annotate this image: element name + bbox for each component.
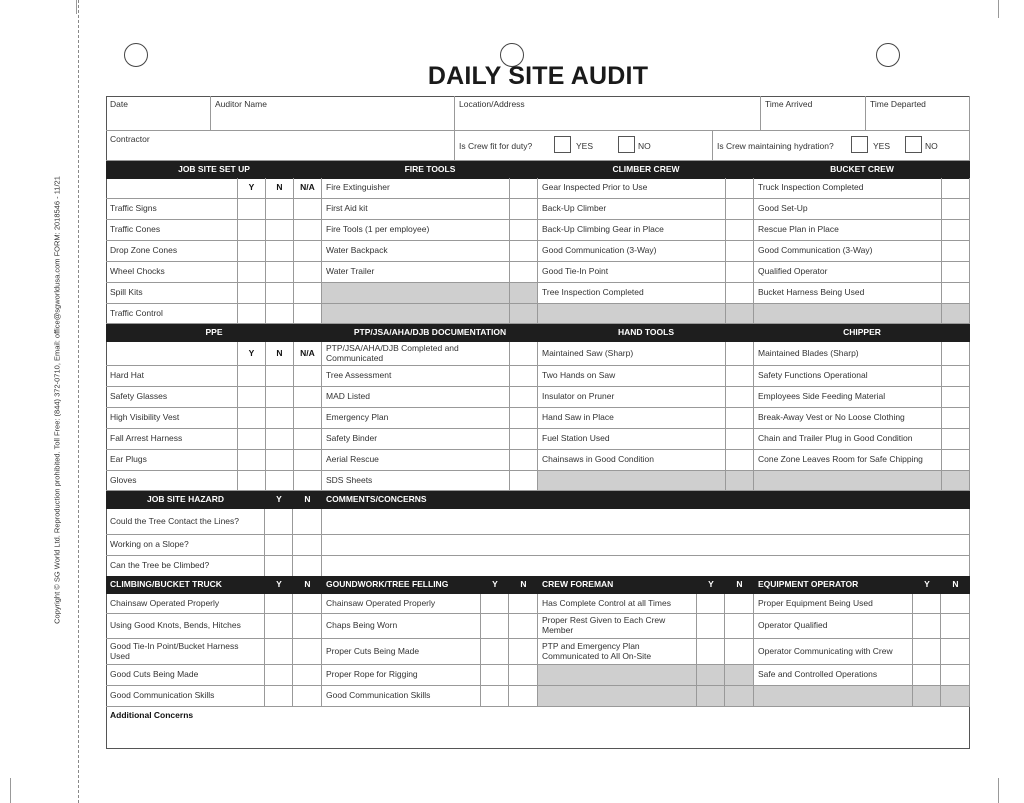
item-mad-listed: MAD Listed xyxy=(322,387,510,408)
y-checkbox[interactable] xyxy=(265,509,293,535)
n-checkbox[interactable] xyxy=(509,639,538,665)
item-high-visibility-vest: High Visibility Vest xyxy=(106,408,238,429)
n-column-header: N xyxy=(266,342,294,366)
check-box[interactable] xyxy=(942,178,970,199)
item-truck-inspection-completed: Truck Inspection Completed xyxy=(754,178,942,199)
hydration-yes-label: YES xyxy=(873,141,891,151)
item-cone-zone-leaves-room-for-safe-chipping: Cone Zone Leaves Room for Safe Chipping xyxy=(754,450,942,471)
y-checkbox[interactable] xyxy=(913,614,941,639)
item-water-trailer: Water Trailer xyxy=(322,262,510,283)
yn-header-blank xyxy=(106,178,238,199)
check-box[interactable] xyxy=(510,178,538,199)
na-checkbox[interactable] xyxy=(294,304,322,324)
check-box[interactable] xyxy=(726,178,754,199)
item-has-complete-control-at-all-times: Has Complete Control at all Times xyxy=(538,594,697,614)
check-box[interactable] xyxy=(726,471,754,491)
check-box[interactable] xyxy=(942,262,970,283)
empty-item xyxy=(538,304,726,324)
item-good-cuts-being-made: Good Cuts Being Made xyxy=(106,665,265,686)
auditor-name-label: Auditor Name xyxy=(215,99,267,109)
crop-mark xyxy=(998,778,999,803)
item-safety-functions-operational: Safety Functions Operational xyxy=(754,366,942,387)
na-checkbox[interactable] xyxy=(294,241,322,262)
additional-concerns-field[interactable] xyxy=(106,707,970,749)
check-box[interactable] xyxy=(726,199,754,220)
n-checkbox[interactable] xyxy=(293,594,322,614)
item-back-up-climber: Back-Up Climber xyxy=(538,199,726,220)
check-box[interactable] xyxy=(942,199,970,220)
y-checkbox[interactable] xyxy=(265,665,293,686)
hydration-no-label: NO xyxy=(925,141,938,151)
y-checkbox[interactable] xyxy=(697,686,725,707)
na-column-header: N/A xyxy=(294,342,322,366)
empty-item xyxy=(754,686,913,707)
item-two-hands-on-saw: Two Hands on Saw xyxy=(538,366,726,387)
hydration-no-checkbox[interactable] xyxy=(905,136,922,153)
item-drop-zone-cones: Drop Zone Cones xyxy=(106,241,238,262)
section-header-goundwork-tree-felling: GOUNDWORK/TREE FELLING xyxy=(322,576,481,594)
copyright-notice: Copyright © SG World Ltd. Reproduction prohibited. Toll Free: (844) 372-0710, Email: office@sgworldusa.com FORM: 2018546 - 11/21 xyxy=(52,176,62,624)
n-checkbox[interactable] xyxy=(725,639,754,665)
item-fire-tools-1-per-employee: Fire Tools (1 per employee) xyxy=(322,220,510,241)
item-emergency-plan: Emergency Plan xyxy=(322,408,510,429)
y-checkbox[interactable] xyxy=(265,614,293,639)
check-box[interactable] xyxy=(942,241,970,262)
y-checkbox[interactable] xyxy=(238,387,266,408)
item-break-away-vest-or-no-loose-clothing: Break-Away Vest or No Loose Clothing xyxy=(754,408,942,429)
n-checkbox[interactable] xyxy=(293,639,322,665)
crew-fit-no-checkbox[interactable] xyxy=(618,136,635,153)
n-checkbox[interactable] xyxy=(266,366,294,387)
check-box[interactable] xyxy=(942,366,970,387)
y-checkbox[interactable] xyxy=(481,594,509,614)
time-departed-label: Time Departed xyxy=(870,99,926,109)
na-checkbox[interactable] xyxy=(294,471,322,491)
check-box[interactable] xyxy=(510,199,538,220)
y-checkbox[interactable] xyxy=(481,686,509,707)
y-checkbox[interactable] xyxy=(238,429,266,450)
n-header: N xyxy=(941,576,970,594)
n-checkbox[interactable] xyxy=(509,594,538,614)
item-traffic-cones: Traffic Cones xyxy=(106,220,238,241)
item-wheel-chocks: Wheel Chocks xyxy=(106,262,238,283)
contractor-field[interactable] xyxy=(106,131,455,161)
n-checkbox[interactable] xyxy=(293,665,322,686)
y-header: Y xyxy=(697,576,725,594)
item-chaps-being-worn: Chaps Being Worn xyxy=(322,614,481,639)
check-box[interactable] xyxy=(510,283,538,304)
hazard-n-header: N xyxy=(293,491,322,509)
time-arrived-field[interactable] xyxy=(761,96,866,131)
item-aerial-rescue: Aerial Rescue xyxy=(322,450,510,471)
crop-mark xyxy=(76,0,77,14)
item-good-tie-in-point: Good Tie-In Point xyxy=(538,262,726,283)
n-checkbox[interactable] xyxy=(266,304,294,324)
empty-item xyxy=(754,471,942,491)
n-checkbox[interactable] xyxy=(509,686,538,707)
item-chainsaw-operated-properly: Chainsaw Operated Properly xyxy=(106,594,265,614)
y-checkbox[interactable] xyxy=(265,639,293,665)
item-qualified-operator: Qualified Operator xyxy=(754,262,942,283)
item-safety-glasses: Safety Glasses xyxy=(106,387,238,408)
y-header: Y xyxy=(265,576,293,594)
n-checkbox[interactable] xyxy=(266,429,294,450)
check-box[interactable] xyxy=(510,429,538,450)
na-checkbox[interactable] xyxy=(294,387,322,408)
comments-field[interactable] xyxy=(322,535,970,556)
time-arrived-label: Time Arrived xyxy=(765,99,813,109)
check-box[interactable] xyxy=(942,342,970,366)
item-hand-saw-in-place: Hand Saw in Place xyxy=(538,408,726,429)
location-field[interactable] xyxy=(455,96,761,131)
y-checkbox[interactable] xyxy=(481,614,509,639)
y-header: Y xyxy=(481,576,509,594)
item-safe-and-controlled-operations: Safe and Controlled Operations xyxy=(754,665,913,686)
section-header-crew-foreman: CREW FOREMAN xyxy=(538,576,697,594)
check-box[interactable] xyxy=(510,241,538,262)
section-header-climbing-bucket-truck: CLIMBING/BUCKET TRUCK xyxy=(106,576,265,594)
na-checkbox[interactable] xyxy=(294,220,322,241)
na-checkbox[interactable] xyxy=(294,262,322,283)
y-checkbox[interactable] xyxy=(913,665,941,686)
item-sds-sheets: SDS Sheets xyxy=(322,471,510,491)
y-checkbox[interactable] xyxy=(238,408,266,429)
check-box[interactable] xyxy=(942,450,970,471)
check-box[interactable] xyxy=(726,366,754,387)
item-gear-inspected-prior-to-use: Gear Inspected Prior to Use xyxy=(538,178,726,199)
item-good-communication-skills: Good Communication Skills xyxy=(322,686,481,707)
n-checkbox[interactable] xyxy=(266,220,294,241)
n-header: N xyxy=(293,576,322,594)
item-proper-cuts-being-made: Proper Cuts Being Made xyxy=(322,639,481,665)
check-box[interactable] xyxy=(726,429,754,450)
section-header-fire-tools: FIRE TOOLS xyxy=(322,161,538,179)
y-checkbox[interactable] xyxy=(238,450,266,471)
item-maintained-saw-sharp: Maintained Saw (Sharp) xyxy=(538,342,726,366)
item-operator-qualified: Operator Qualified xyxy=(754,614,913,639)
check-box[interactable] xyxy=(510,220,538,241)
form-title: DAILY SITE AUDIT xyxy=(427,62,649,90)
location-label: Location/Address xyxy=(459,99,525,109)
section-header-hand-tools: HAND TOOLS xyxy=(538,324,754,342)
n-column-header: N xyxy=(266,178,294,199)
y-checkbox[interactable] xyxy=(238,220,266,241)
check-box[interactable] xyxy=(942,283,970,304)
check-box[interactable] xyxy=(942,408,970,429)
n-checkbox[interactable] xyxy=(941,686,970,707)
crew-fit-yes-checkbox[interactable] xyxy=(554,136,571,153)
item-gloves: Gloves xyxy=(106,471,238,491)
comments-concerns-header: COMMENTS/CONCERNS xyxy=(322,491,970,509)
item-ptp-and-emergency-plan-communicated-to-all-on-site: PTP and Emergency Plan Communicated to All On-Site xyxy=(538,639,697,665)
y-checkbox[interactable] xyxy=(238,366,266,387)
item-hard-hat: Hard Hat xyxy=(106,366,238,387)
hazard-could-the-tree-contact-the-lines: Could the Tree Contact the Lines? xyxy=(106,509,265,535)
item-insulator-on-pruner: Insulator on Pruner xyxy=(538,387,726,408)
section-header-job-site-hazard: JOB SITE HAZARD xyxy=(106,491,265,509)
item-tree-assessment: Tree Assessment xyxy=(322,366,510,387)
item-proper-rest-given-to-each-crew-member: Proper Rest Given to Each Crew Member xyxy=(538,614,697,639)
crew-hydration-question: Is Crew maintaining hydration? xyxy=(717,141,834,151)
contractor-label: Contractor xyxy=(110,134,150,144)
crew-fit-question: Is Crew fit for duty? xyxy=(459,141,533,151)
time-departed-field[interactable] xyxy=(866,96,970,131)
check-box[interactable] xyxy=(942,387,970,408)
item-chain-and-trailer-plug-in-good-condition: Chain and Trailer Plug in Good Condition xyxy=(754,429,942,450)
item-fuel-station-used: Fuel Station Used xyxy=(538,429,726,450)
section-header-job-site-set-up: JOB SITE SET UP xyxy=(106,161,322,179)
item-employees-side-feeding-material: Employees Side Feeding Material xyxy=(754,387,942,408)
check-box[interactable] xyxy=(726,241,754,262)
n-header: N xyxy=(509,576,538,594)
n-checkbox[interactable] xyxy=(266,241,294,262)
item-water-backpack: Water Backpack xyxy=(322,241,510,262)
y-checkbox[interactable] xyxy=(238,262,266,283)
check-box[interactable] xyxy=(726,220,754,241)
y-checkbox[interactable] xyxy=(238,471,266,491)
item-ptp-jsa-aha-djb-completed-and-communicated: PTP/JSA/AHA/DJB Completed and Communicated xyxy=(322,342,510,366)
n-checkbox[interactable] xyxy=(266,450,294,471)
n-checkbox[interactable] xyxy=(725,686,754,707)
y-column-header: Y xyxy=(238,178,266,199)
comments-field[interactable] xyxy=(322,556,970,577)
section-header-ppe: PPE xyxy=(106,324,322,342)
section-header-climber-crew: CLIMBER CREW xyxy=(538,161,754,179)
hazard-working-on-a-slope: Working on a Slope? xyxy=(106,535,265,556)
n-checkbox[interactable] xyxy=(293,686,322,707)
item-proper-rope-for-rigging: Proper Rope for Rigging xyxy=(322,665,481,686)
y-checkbox[interactable] xyxy=(238,283,266,304)
empty-item xyxy=(754,304,942,324)
item-spill-kits: Spill Kits xyxy=(106,283,238,304)
y-checkbox[interactable] xyxy=(913,639,941,665)
check-box[interactable] xyxy=(726,450,754,471)
item-good-set-up: Good Set-Up xyxy=(754,199,942,220)
section-header-equipment-operator: EQUIPMENT OPERATOR xyxy=(754,576,913,594)
y-checkbox[interactable] xyxy=(265,556,293,577)
n-checkbox[interactable] xyxy=(266,283,294,304)
y-checkbox[interactable] xyxy=(238,241,266,262)
empty-item xyxy=(322,304,510,324)
comments-field[interactable] xyxy=(322,509,970,535)
y-header: Y xyxy=(913,576,941,594)
perforation-line xyxy=(78,0,79,803)
check-box[interactable] xyxy=(510,387,538,408)
item-maintained-blades-sharp: Maintained Blades (Sharp) xyxy=(754,342,942,366)
na-checkbox[interactable] xyxy=(294,199,322,220)
n-checkbox[interactable] xyxy=(266,387,294,408)
crop-mark xyxy=(10,778,11,803)
item-fire-extinguisher: Fire Extinguisher xyxy=(322,178,510,199)
y-checkbox[interactable] xyxy=(913,686,941,707)
item-good-tie-in-point-bucket-harness-used: Good Tie-In Point/Bucket Harness Used xyxy=(106,639,265,665)
n-checkbox[interactable] xyxy=(293,509,322,535)
check-box[interactable] xyxy=(510,366,538,387)
yn-header-blank xyxy=(106,342,238,366)
na-column-header: N/A xyxy=(294,178,322,199)
item-safety-binder: Safety Binder xyxy=(322,429,510,450)
n-checkbox[interactable] xyxy=(725,594,754,614)
item-rescue-plan-in-place: Rescue Plan in Place xyxy=(754,220,942,241)
n-checkbox[interactable] xyxy=(266,262,294,283)
item-good-communication-3-way: Good Communication (3-Way) xyxy=(538,241,726,262)
item-chainsaws-in-good-condition: Chainsaws in Good Condition xyxy=(538,450,726,471)
na-checkbox[interactable] xyxy=(294,408,322,429)
n-checkbox[interactable] xyxy=(509,665,538,686)
item-traffic-control: Traffic Control xyxy=(106,304,238,324)
n-checkbox[interactable] xyxy=(725,614,754,639)
item-traffic-signs: Traffic Signs xyxy=(106,199,238,220)
y-checkbox[interactable] xyxy=(238,304,266,324)
check-box[interactable] xyxy=(510,471,538,491)
n-checkbox[interactable] xyxy=(941,594,970,614)
y-checkbox[interactable] xyxy=(481,639,509,665)
y-checkbox[interactable] xyxy=(697,594,725,614)
empty-item xyxy=(538,471,726,491)
crew-fit-yes-label: YES xyxy=(576,141,594,151)
hazard-y-header: Y xyxy=(265,491,293,509)
y-checkbox[interactable] xyxy=(265,686,293,707)
hydration-yes-checkbox[interactable] xyxy=(851,136,868,153)
y-checkbox[interactable] xyxy=(265,535,293,556)
section-header-chipper: CHIPPER xyxy=(754,324,970,342)
item-bucket-harness-being-used: Bucket Harness Being Used xyxy=(754,283,942,304)
check-box[interactable] xyxy=(726,342,754,366)
check-box[interactable] xyxy=(942,429,970,450)
item-tree-inspection-completed: Tree Inspection Completed xyxy=(538,283,726,304)
auditor-name-field[interactable] xyxy=(211,96,455,131)
n-checkbox[interactable] xyxy=(293,535,322,556)
n-checkbox[interactable] xyxy=(293,614,322,639)
empty-item xyxy=(538,686,697,707)
item-good-communication-3-way: Good Communication (3-Way) xyxy=(754,241,942,262)
y-checkbox[interactable] xyxy=(265,594,293,614)
section-header-bucket-crew: BUCKET CREW xyxy=(754,161,970,179)
check-box[interactable] xyxy=(510,342,538,366)
n-checkbox[interactable] xyxy=(941,665,970,686)
n-checkbox[interactable] xyxy=(509,614,538,639)
item-back-up-climbing-gear-in-place: Back-Up Climbing Gear in Place xyxy=(538,220,726,241)
n-checkbox[interactable] xyxy=(725,665,754,686)
date-field[interactable] xyxy=(106,96,211,131)
empty-item xyxy=(322,283,510,304)
check-box[interactable] xyxy=(510,408,538,429)
y-checkbox[interactable] xyxy=(697,614,725,639)
check-box[interactable] xyxy=(510,304,538,324)
item-operator-communicating-with-crew: Operator Communicating with Crew xyxy=(754,639,913,665)
check-box[interactable] xyxy=(510,262,538,283)
additional-concerns-label: Additional Concerns xyxy=(110,710,194,720)
empty-item xyxy=(538,665,697,686)
check-box[interactable] xyxy=(510,450,538,471)
na-checkbox[interactable] xyxy=(294,283,322,304)
y-checkbox[interactable] xyxy=(697,665,725,686)
y-checkbox[interactable] xyxy=(913,594,941,614)
check-box[interactable] xyxy=(726,262,754,283)
y-checkbox[interactable] xyxy=(697,639,725,665)
crop-mark xyxy=(998,0,999,18)
n-header: N xyxy=(725,576,754,594)
y-checkbox[interactable] xyxy=(238,199,266,220)
item-proper-equipment-being-used: Proper Equipment Being Used xyxy=(754,594,913,614)
check-box[interactable] xyxy=(726,408,754,429)
n-checkbox[interactable] xyxy=(941,614,970,639)
item-good-communication-skills: Good Communication Skills xyxy=(106,686,265,707)
n-checkbox[interactable] xyxy=(266,471,294,491)
item-chainsaw-operated-properly: Chainsaw Operated Properly xyxy=(322,594,481,614)
na-checkbox[interactable] xyxy=(294,366,322,387)
na-checkbox[interactable] xyxy=(294,429,322,450)
item-using-good-knots-bends-hitches: Using Good Knots, Bends, Hitches xyxy=(106,614,265,639)
crew-fit-no-label: NO xyxy=(638,141,651,151)
item-first-aid-kit: First Aid kit xyxy=(322,199,510,220)
item-ear-plugs: Ear Plugs xyxy=(106,450,238,471)
n-checkbox[interactable] xyxy=(266,199,294,220)
check-box[interactable] xyxy=(942,304,970,324)
n-checkbox[interactable] xyxy=(941,639,970,665)
item-fall-arrest-harness: Fall Arrest Harness xyxy=(106,429,238,450)
y-column-header: Y xyxy=(238,342,266,366)
check-box[interactable] xyxy=(726,283,754,304)
n-checkbox[interactable] xyxy=(266,408,294,429)
na-checkbox[interactable] xyxy=(294,450,322,471)
y-checkbox[interactable] xyxy=(481,665,509,686)
date-label: Date xyxy=(110,99,128,109)
check-box[interactable] xyxy=(726,387,754,408)
check-box[interactable] xyxy=(942,471,970,491)
hazard-can-the-tree-be-climbed: Can the Tree be Climbed? xyxy=(106,556,265,577)
section-header-ptp-jsa-aha-djb-documentation: PTP/JSA/AHA/DJB DOCUMENTATION xyxy=(322,324,538,342)
n-checkbox[interactable] xyxy=(293,556,322,577)
check-box[interactable] xyxy=(726,304,754,324)
check-box[interactable] xyxy=(942,220,970,241)
